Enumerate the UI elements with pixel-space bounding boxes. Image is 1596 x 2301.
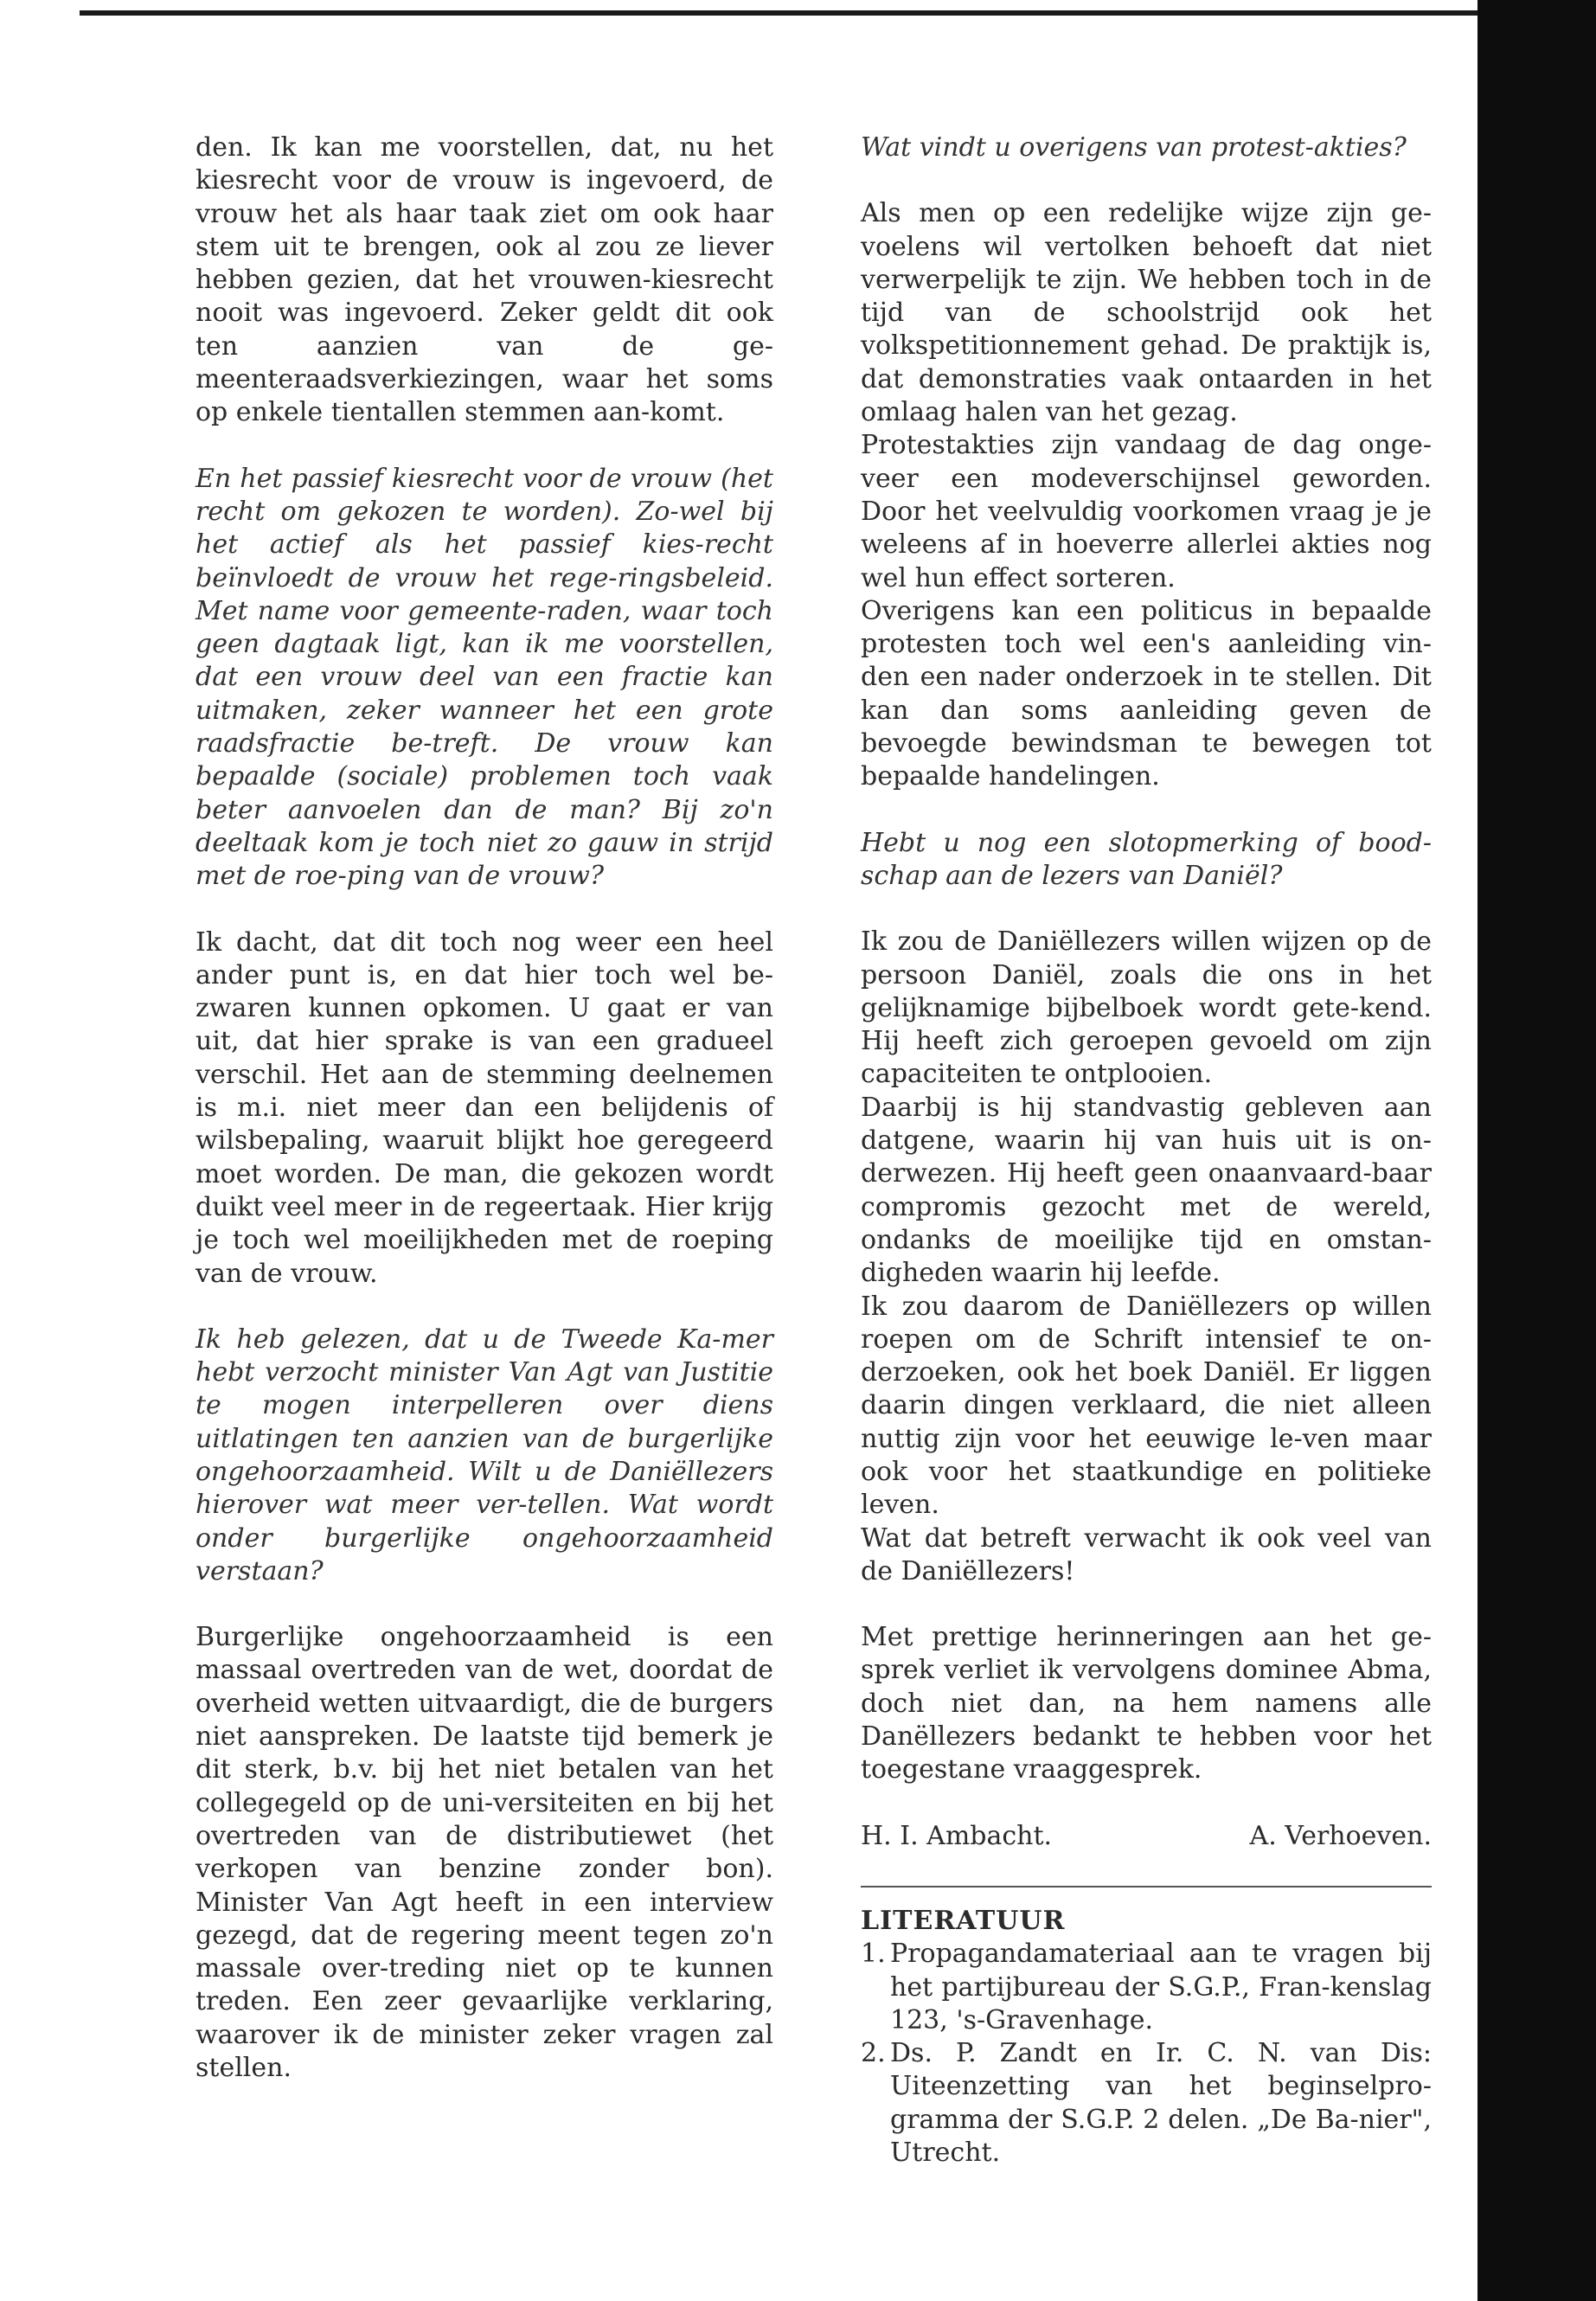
literature-item-text: Propagandamateriaal aan te vragen bij het partijbureau der S.G.P., Fran-kenslag 123, 's-Gravenhage. bbox=[890, 1939, 1432, 2035]
answer-paragraph: Burgerlijke ongehoorzaamheid is een massaal overtreden van de wet, doordat de overheid wetten uitvaardigt, die de burgers niet aanspreken. De laatste tijd bemerk je dit sterk, b.v. bij het niet betalen van het collegegeld op de uni-versiteiten en bij het overtreden van de distributiewet (het verkopen van benzine zonder bon). Minister Van Agt heeft in een interview gezegd, dat de regering meent tegen zo'n massale over-treding niet op te kunnen treden. Een zeer gevaarlijke verklaring, waarover ik de minister zeker vragen zal stellen. bbox=[195, 1622, 773, 2084]
answer-paragraph: Ik zou de Daniëllezers willen wijzen op de persoon Daniël, zoals die ons in het gelijknamige bijbelboek wordt gete-kend. Hij heeft zich geroepen gevoeld om zijn capaciteiten te ontplooien. bbox=[861, 926, 1432, 1090]
answer-paragraph: Overigens kan een politicus in bepaalde protesten toch wel een's aanleiding vin-den een nader onderzoek in te stellen. Dit kan dan soms aanleiding geven de bevoegde bewindsman te bewegen tot bepaalde handelingen. bbox=[861, 595, 1432, 792]
literature-item-text: Ds. P. Zandt en Ir. C. N. van Dis: Uiteenzetting van het beginselpro-gramma der S.G.P. 2 delen. „De Ba-nier", Utrecht. bbox=[890, 2038, 1432, 2169]
answer-paragraph: Ik dacht, dat dit toch nog weer een heel ander punt is, en dat hier toch wel be-zwaren kunnen opkomen. U gaat er van uit, dat hier sprake is van een gradueel verschil. Het aan de stemming deelnemen is m.i. niet meer dan een belijdenis of wilsbepaling, waaruit blijkt hoe geregeerd moet worden. De man, die gekozen wordt duikt veel meer in de regeertaak. Hier krijg je toch wel moeilijkheden met de roeping van de vrouw. bbox=[195, 926, 773, 1289]
signatures bbox=[861, 1820, 1432, 1853]
top-rule bbox=[80, 10, 1481, 16]
literature-item bbox=[861, 1938, 1432, 2037]
answer-paragraph: Protestakties zijn vandaag de dag onge-veer een modeverschijnsel geworden. Door het veelvuldig voorkomen vraag je je weleens af in hoeverre allerlei akties nog wel hun effect sorteren. bbox=[861, 430, 1432, 593]
closing-paragraph: Met prettige herinneringen aan het ge-sprek verliet ik vervolgens dominee Abma, doch niet dan, na hem namens alle Danëllezers bedankt te hebben voor het toegestane vraaggesprek. bbox=[861, 1622, 1432, 1785]
answer-paragraph: Als men op een redelijke wijze zijn ge-voelens wil vertolken behoeft dat niet verwerpelijk te zijn. We hebben toch in de tijd van de schoolstrijd ook het volkspetitionnement gehad. De praktijk is, dat demonstraties vaak ontaarden in het omlaag halen van het gezag. bbox=[861, 198, 1432, 428]
signature-author: A. Verhoeven. bbox=[1249, 1820, 1432, 1851]
left-column bbox=[195, 131, 773, 2085]
answer-paragraph: den. Ik kan me voorstellen, dat, nu het kiesrecht voor de vrouw is ingevoerd, de vrouw het als haar taak ziet om ook haar stem uit te brengen, ook al zou ze liever hebben gezien, dat het vrouwen-kiesrecht nooit was ingevoerd. Zeker geldt dit ook ten aanzien van de ge-meenteraadsverkiezingen, waar het soms op enkele tientallen stemmen aan-komt. bbox=[195, 132, 773, 428]
section-divider bbox=[861, 1886, 1432, 1888]
literature-item-number: 2. bbox=[861, 2038, 886, 2069]
signature-interviewer: H. I. Ambacht. bbox=[861, 1820, 1053, 1851]
interview-question: Ik heb gelezen, dat u de Tweede Ka-mer hebt verzocht minister Van Agt van Justitie te mogen interpelleren over diens uitlatingen ten aanzien van de burgerlijke ongehoorzaamheid. Wilt u de Daniëllezers hierover wat meer ver-tellen. Wat wordt onder burgerlijke ongehoorzaamheid verstaan? bbox=[195, 1324, 773, 1586]
right-column bbox=[861, 131, 1432, 2170]
answer-paragraph: Wat dat betreft verwacht ik ook veel van de Daniëllezers! bbox=[861, 1522, 1432, 1586]
literature-heading: LITERATUUR bbox=[861, 1905, 1066, 1936]
literature-item-number: 1. bbox=[861, 1939, 886, 1970]
interview-question: En het passief kiesrecht voor de vrouw (het recht om gekozen te worden). Zo-wel bij het actief als het passief kies-recht beïnvloedt de vrouw het rege-ringsbeleid. Met name voor gemeente-raden, waar toch geen dagtaak ligt, kan ik me voorstellen, dat een vrouw deel van een fractie kan uitmaken, zeker wanneer het een grote raadsfractie be-treft. De vrouw kan bepaalde (sociale) problemen toch vaak beter aanvoelen dan de man? Bij zo'n deeltaak kom je toch niet zo gauw in strijd met de roe-ping van de vrouw? bbox=[195, 463, 773, 892]
answer-paragraph: Ik zou daarom de Daniëllezers op willen roepen om de Schrift intensief te on-derzoeken, ook het boek Daniël. Er liggen daarin dingen verklaard, die niet alleen nuttig zijn voor het eeuwige le-ven maar ook voor het staatkundige en politieke leven. bbox=[861, 1291, 1432, 1521]
literature-item bbox=[861, 2037, 1432, 2170]
answer-paragraph: Daarbij is hij standvastig gebleven aan datgene, waarin hij van huis uit is on-derwezen. Hij heeft geen onaanvaard-baar compromis gezocht met de wereld, ondanks de moeilijke tijd en omstan-digheden waarin hij leefde. bbox=[861, 1092, 1432, 1289]
interview-question: Hebt u nog een slotopmerking of bood-schap aan de lezers van Daniël? bbox=[861, 827, 1432, 891]
scan-edge-border bbox=[1477, 0, 1596, 2301]
interview-question: Wat vindt u overigens van protest-akties? bbox=[861, 132, 1407, 163]
